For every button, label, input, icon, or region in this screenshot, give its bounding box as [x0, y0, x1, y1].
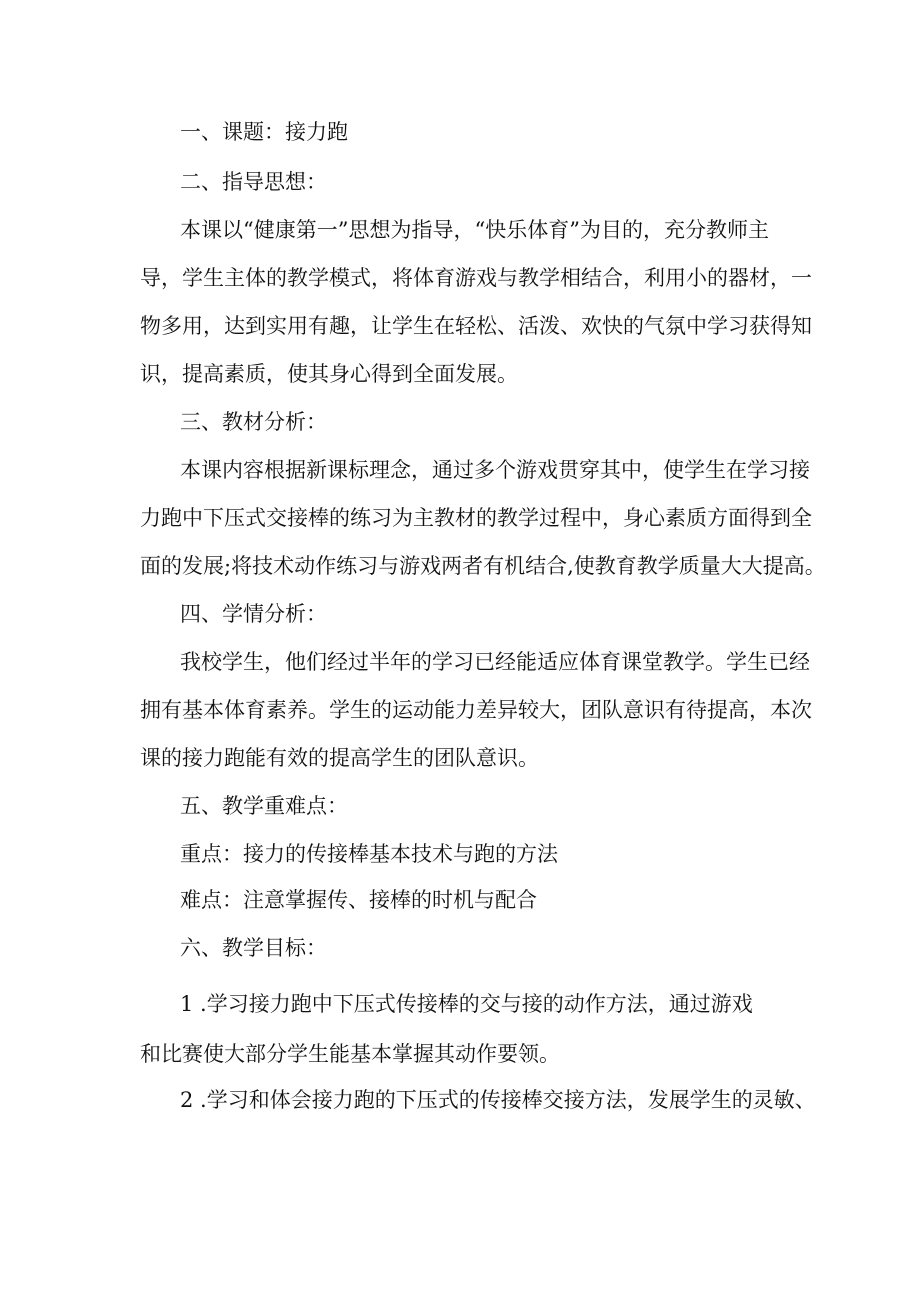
learner-analysis-line-3: 课的接力跑能有效的提高学生的团队意识。: [140, 746, 539, 770]
goal-1-line-1: 1 .学习接力跑中下压式传接棒的交与接的动作方法，通过游戏: [180, 992, 753, 1016]
material-analysis-line-2: 力跑中下压式交接棒的练习为主教材的教学过程中，身心素质方面得到全: [140, 506, 812, 530]
teaching-goals-heading: 六、教学目标：: [180, 936, 327, 960]
difficult-point-text: 难点：注意掌握传、接棒的时机与配合: [180, 888, 537, 912]
goal-1-line-2: 和比赛使大部分学生能基本掌握其动作要领。: [140, 1042, 560, 1066]
material-analysis-heading: 三、教材分析：: [180, 410, 327, 434]
material-analysis-line-3: 面的发展;将技术动作练习与游戏两者有机结合,使教育教学质量大大提高。: [140, 554, 826, 578]
key-difficult-heading: 五、教学重难点：: [180, 794, 348, 818]
key-point-text: 重点：接力的传接棒基本技术与跑的方法: [180, 842, 558, 866]
material-analysis-line-1: 本课内容根据新课标理念，通过多个游戏贯穿其中，使学生在学习接: [180, 458, 810, 482]
learner-analysis-line-2: 拥有基本体育素养。学生的运动能力差异较大，团队意识有待提高，本次: [140, 698, 812, 722]
guiding-idea-heading: 二、指导思想：: [180, 170, 327, 194]
lesson-title-heading: 一、课题：接力跑: [180, 120, 348, 144]
guiding-idea-line-1: 本课以“健康第一”思想为指导，“快乐体育”为目的，充分教师主: [180, 218, 769, 242]
learner-analysis-line-1: 我校学生，他们经过半年的学习已经能适应体育课堂教学。学生已经: [180, 650, 810, 674]
guiding-idea-line-2: 导，学生主体的教学模式，将体育游戏与教学相结合，利用小的器材，一: [140, 266, 812, 290]
goal-2-line-1: 2 .学习和体会接力跑的下压式的传接棒交接方法，发展学生的灵敏、: [180, 1088, 816, 1112]
guiding-idea-line-3: 物多用，达到实用有趣，让学生在轻松、活泼、欢快的气氛中学习获得知: [140, 314, 812, 338]
learner-analysis-heading: 四、学情分析：: [180, 602, 327, 626]
guiding-idea-line-4: 识，提高素质，使其身心得到全面发展。: [140, 362, 518, 386]
